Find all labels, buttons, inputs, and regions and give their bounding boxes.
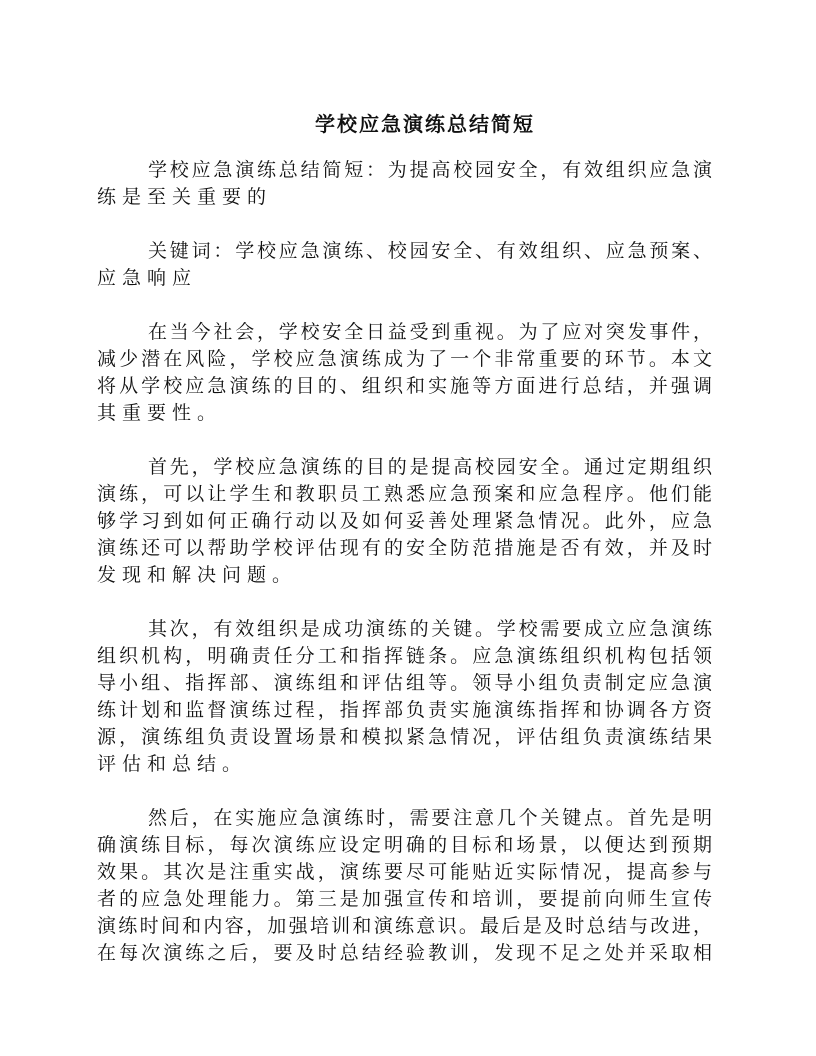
text-line: 应急响应	[97, 267, 198, 289]
text-line: 其次，有效组织是成功演练的关键。学校需要成立应急演练	[148, 618, 712, 640]
text-line: 将从学校应急演练的目的、组织和实施等方面进行总结，并强调	[97, 375, 712, 397]
text-line: 演练还可以帮助学校评估现有的安全防范措施是否有效，并及时	[97, 537, 712, 559]
document-body	[97, 157, 712, 994]
text-line: 然后，在实施应急演练时，需要注意几个关键点。首先是明	[148, 807, 712, 829]
text-line: 其重要性。	[97, 402, 223, 424]
text-line: 发现和解决问题。	[97, 564, 298, 586]
text-line: 练计划和监督演练过程，指挥部负责实施演练指挥和协调各方资	[97, 699, 712, 721]
paragraph	[97, 454, 712, 589]
text-line: 练是至关重要的	[97, 186, 273, 208]
text-line: 导小组、指挥部、演练组和评估组等。领导小组负责制定应急演	[97, 672, 712, 694]
text-line: 组织机构，明确责任分工和指挥链条。应急演练组织机构包括领	[97, 645, 712, 667]
paragraph	[97, 616, 712, 778]
text-line: 演练，可以让学生和教职员工熟悉应急预案和应急程序。他们能	[97, 483, 712, 505]
text-line: 学校应急演练总结简短：为提高校园安全，有效组织应急演	[148, 159, 712, 181]
text-line: 演练时间和内容，加强培训和演练意识。最后是及时总结与改进，	[97, 915, 712, 937]
text-line: 者的应急处理能力。第三是加强宣传和培训，要提前向师生宣传	[97, 888, 712, 910]
text-line: 效果。其次是注重实战，演练要尽可能贴近实际情况，提高参与	[97, 861, 712, 883]
text-line: 在每次演练之后，要及时总结经验教训，发现不足之处并采取相	[97, 942, 712, 964]
paragraph	[97, 157, 712, 211]
paragraph	[97, 805, 712, 967]
text-line: 在当今社会，学校安全日益受到重视。为了应对突发事件，	[148, 321, 712, 343]
text-line: 确演练目标，每次演练应设定明确的目标和场景，以便达到预期	[97, 834, 712, 856]
paragraph	[97, 238, 712, 292]
text-line: 够学习到如何正确行动以及如何妥善处理紧急情况。此外，应急	[97, 510, 712, 532]
text-line: 首先，学校应急演练的目的是提高校园安全。通过定期组织	[148, 456, 712, 478]
document-title: 学校应急演练总结简短	[315, 112, 535, 136]
paragraph	[97, 319, 712, 427]
text-line: 减少潜在风险，学校应急演练成为了一个非常重要的环节。本文	[97, 348, 712, 370]
text-line: 关键词：学校应急演练、校园安全、有效组织、应急预案、	[148, 240, 712, 262]
text-line: 源，演练组负责设置场景和模拟紧急情况，评估组负责演练结果	[97, 726, 712, 748]
text-line: 评估和总结。	[97, 753, 248, 775]
